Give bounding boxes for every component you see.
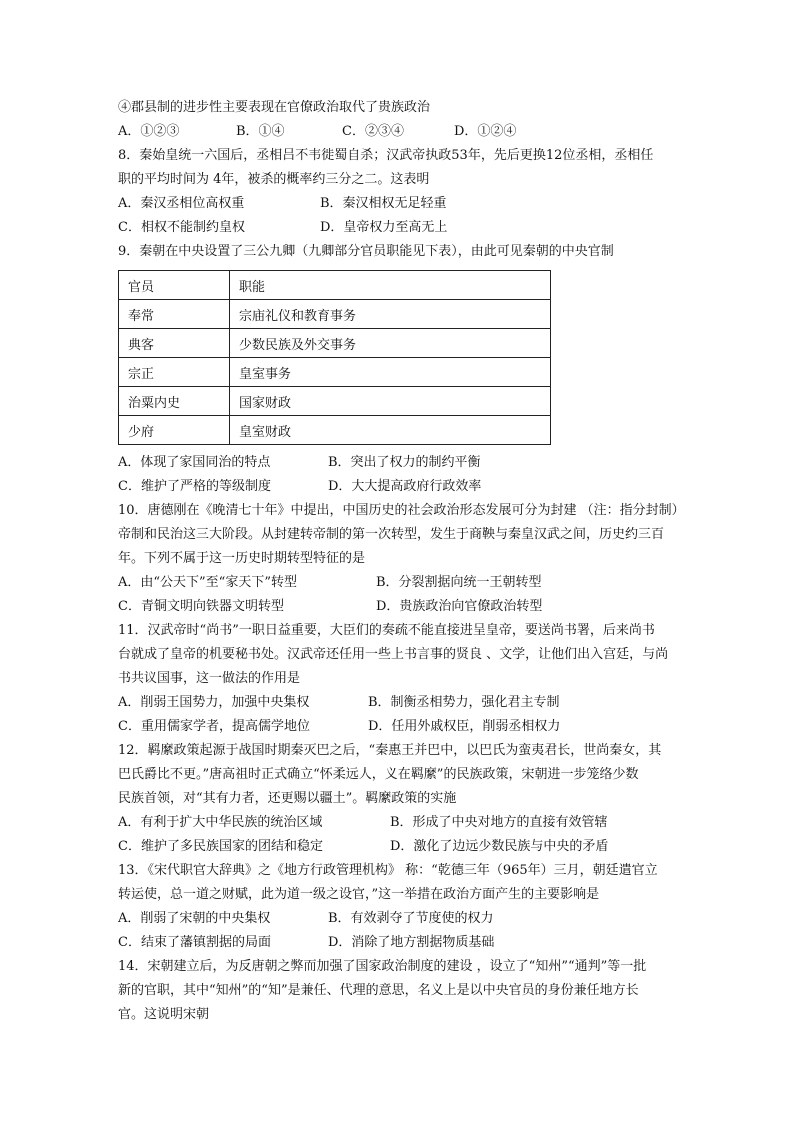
q13-options-row-1 xyxy=(118,907,678,931)
q8-option-d: D．皇帝权力至高无上 xyxy=(320,220,448,235)
q13-option-c: C．结束了藩镇割据的局面 xyxy=(118,935,271,950)
q9-option-b: B．突出了权力的制约平衡 xyxy=(328,455,481,470)
q11-stem-line-1: 11．汉武帝时“尚书”一职日益重要，大臣们的奏疏不能直接进呈皇帝，要送尚书署，后来尚书 xyxy=(118,623,655,638)
table-cell: 治粟内史 xyxy=(119,387,230,416)
q9-stem: 9．秦朝在中央设置了三公九卿（九卿部分官员职能见下表），由此可见秦朝的中央官制 xyxy=(118,244,614,259)
q10-stem-line-1: 10．唐德刚在《晚清七十年》中提出，中国历史的社会政治形态发展可分为封建 （注：指分封制） xyxy=(118,503,685,518)
q9-option-d: D．大大提高政府行政效率 xyxy=(328,479,482,494)
q7-option-d: D．①②④ xyxy=(454,124,517,139)
q13-stem-line-1: 13．《宋代职官大辞典》之《地方行政管理机构》 称：“乾德三年（965年）三月，朝廷遣官立 xyxy=(118,863,658,878)
table-cell: 宗正 xyxy=(119,358,230,387)
q7-option-b: B．①④ xyxy=(236,124,285,139)
q11-option-a: A．削弱王国势力，加强中央集权 xyxy=(118,695,310,710)
q13-stem-line-2: 转运使，总一道之财赋，此为道一级之设官，”这一举措在政治方面产生的主要影响是 xyxy=(118,887,600,902)
table-header-cell: 官员 xyxy=(119,271,230,300)
table-cell: 典客 xyxy=(119,329,230,358)
table-row xyxy=(119,358,551,387)
q8-option-a: A．秦汉丞相位高权重 xyxy=(118,196,245,211)
q7-option-c: C．②③④ xyxy=(342,124,404,139)
table-row xyxy=(119,300,551,329)
table-cell: 皇室财政 xyxy=(230,416,551,445)
q10-option-b: B．分裂割据向统一王朝转型 xyxy=(376,575,542,590)
q13-option-d: D．消除了地方割据物质基础 xyxy=(328,935,495,950)
q11-stem-line-3: 书共议国事，这一做法的作用是 xyxy=(118,671,301,686)
q7-option-a: A．①②③ xyxy=(118,124,180,139)
table-row xyxy=(119,387,551,416)
q8-stem-line-2: 职的平均时间为 4年，被杀的概率约三分之二。这表明 xyxy=(118,172,430,187)
table-header-row xyxy=(119,271,551,300)
q9-option-c: C．维护了严格的等级制度 xyxy=(118,479,271,494)
table-header-cell: 职能 xyxy=(230,271,551,300)
q12-option-c: C．维护了多民族国家的团结和稳定 xyxy=(118,839,323,854)
q10-options-row-2 xyxy=(118,595,678,619)
q7-item-4: ④郡县制的进步性主要表现在官僚政治取代了贵族政治 xyxy=(118,100,431,115)
q10-stem-line-3: 年。下列不属于这一历史时期转型特征的是 xyxy=(118,551,366,566)
table-cell: 少数民族及外交事务 xyxy=(230,329,551,358)
table-cell: 少府 xyxy=(119,416,230,445)
q9-option-a: A．体现了家国同治的特点 xyxy=(118,455,271,470)
q12-stem-line-3: 民族首领，对“其有力者，还更赐以疆土”。羁縻政策的实施 xyxy=(118,791,457,806)
q8-option-c: C．相权不能制约皇权 xyxy=(118,220,245,235)
q12-options-row-2 xyxy=(118,835,678,859)
q12-option-b: B．形成了中央对地方的直接有效管辖 xyxy=(390,815,608,830)
q14-stem-line-3: 官。这说明宋朝 xyxy=(118,1007,210,1022)
q12-stem-line-1: 12．羁縻政策起源于战国时期秦灭巴之后，“秦惠王并巴中，以巴氏为蛮夷君长，世尚秦女，其 xyxy=(118,743,662,758)
q8-options-row-1 xyxy=(118,192,678,216)
q12-options-row-1 xyxy=(118,811,678,835)
q13-options-row-2 xyxy=(118,931,678,955)
q11-options-row-2 xyxy=(118,715,678,739)
q8-option-b: B．秦汉相权无足轻重 xyxy=(320,196,447,211)
q9-options-row-1 xyxy=(118,451,678,475)
table-cell: 奉常 xyxy=(119,300,230,329)
q14-stem-line-2: 新的官职，其中“知州”的“知”是兼任、代理的意思，名义上是以中央官员的身份兼任地方长 xyxy=(118,983,639,998)
q12-option-d: D．激化了边远少数民族与中央的矛盾 xyxy=(390,839,609,854)
q8-options-row-2 xyxy=(118,216,678,240)
table-row xyxy=(119,416,551,445)
q10-options-row-1 xyxy=(118,571,678,595)
q10-option-a: A．由“公天下”至“家天下”转型 xyxy=(118,575,297,590)
q9-options-row-2 xyxy=(118,475,678,499)
q8-stem-line-1: 8．秦始皇统一六国后，丞相吕不韦徙蜀自杀；汉武帝执政53年，先后更换12位丞相，丞相任 xyxy=(118,148,654,163)
q12-stem-line-2: 巴氏爵比不更。”唐高祖时正式确立“怀柔远人，义在羁縻”的民族政策，宋朝进一步笼络少数 xyxy=(118,767,639,782)
q10-option-c: C．青铜文明向铁器文明转型 xyxy=(118,599,284,614)
table-cell: 宗庙礼仪和教育事务 xyxy=(230,300,551,329)
exam-page xyxy=(118,96,685,1027)
q11-option-d: D．任用外戚权臣，削弱丞相权力 xyxy=(368,719,561,734)
table-cell: 皇室事务 xyxy=(230,358,551,387)
table-cell: 国家财政 xyxy=(230,387,551,416)
q7-options xyxy=(118,120,678,144)
q11-option-b: B．制衡丞相势力，强化君主专制 xyxy=(368,695,560,710)
q13-option-a: A．削弱了宋朝的中央集权 xyxy=(118,911,271,926)
q10-option-d: D．贵族政治向官僚政治转型 xyxy=(376,599,543,614)
official-duties-table xyxy=(118,270,551,445)
q13-option-b: B．有效剥夺了节度使的权力 xyxy=(328,911,494,926)
q12-option-a: A．有利于扩大中华民族的统治区域 xyxy=(118,815,323,830)
q10-stem-line-2: 帝制和民治这三大阶段。从封建转帝制的第一次转型，发生于商鞅与秦皇汉武之间，历史约三百 xyxy=(118,527,665,542)
q11-option-c: C．重用儒家学者，提高儒学地位 xyxy=(118,719,310,734)
q14-stem-line-1: 14．宋朝建立后，为反唐朝之弊而加强了国家政治制度的建设 ，设立了“知州”“通判”等一批 xyxy=(118,959,647,974)
q11-stem-line-2: 台就成了皇帝的机要秘书处。汉武帝还任用一些上书言事的贤良 、文学，让他们出入宫廷，与尚 xyxy=(118,647,669,662)
q11-options-row-1 xyxy=(118,691,678,715)
table-row xyxy=(119,329,551,358)
